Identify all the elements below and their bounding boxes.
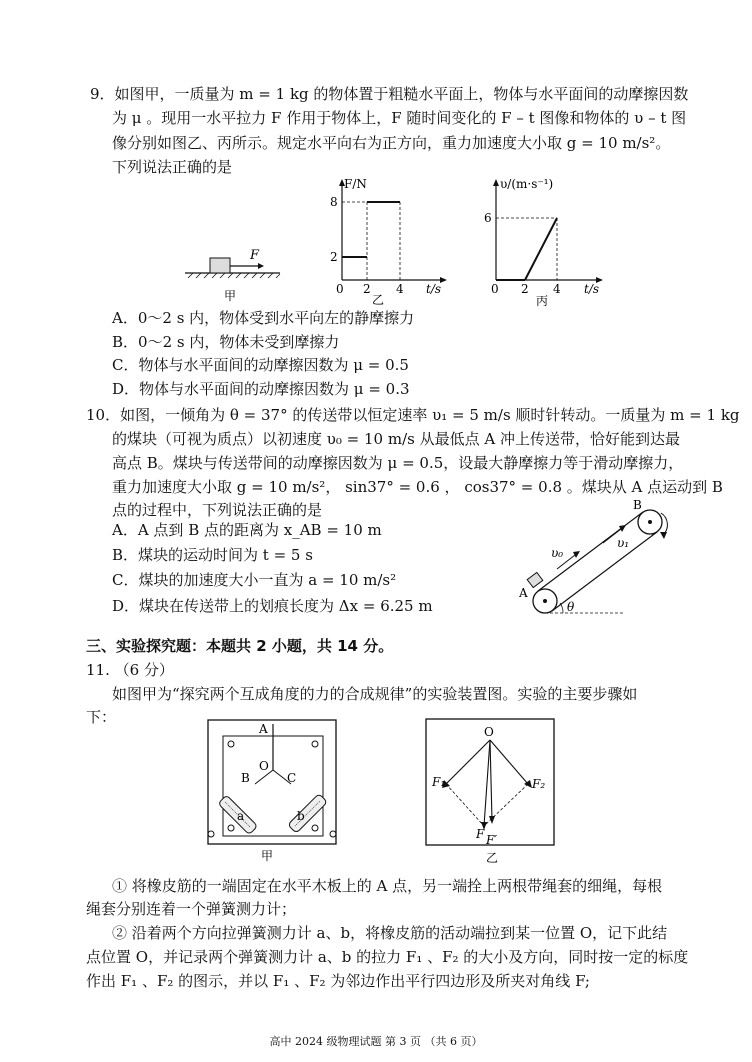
v0-label: υ₀ <box>551 546 564 560</box>
x-tick-4: 4 <box>396 282 404 296</box>
x-tick-2: 2 <box>521 282 529 296</box>
q11-step-2c: 作出 F₁ 、F₂ 的图示，并以 F₁ 、F₂ 为邻边作出平行四边形及所夹对角线 F; <box>86 972 590 990</box>
q9-line-1: 9．如图甲，一质量为 m = 1 kg 的物体置于粗糙水平面上，物体与水平面间的动摩擦因数 <box>90 85 689 103</box>
theta-label: θ <box>567 600 575 614</box>
q10-option-d: D．煤块在传送带上的划痕长度为 Δx = 6.25 m <box>112 597 433 615</box>
y-tick-8: 8 <box>330 195 338 209</box>
y-axis-label: F/N <box>344 177 367 191</box>
x-tick-2: 2 <box>363 282 371 296</box>
q10-conveyor-figure <box>505 495 680 620</box>
section-title: 三、实验探究题：本题共 2 小题，共 14 分。 <box>86 637 394 655</box>
q9-option-a: A．0～2 s 内，物体受到水平向左的静摩擦力 <box>112 309 415 327</box>
force-fprime-arrow <box>490 740 492 820</box>
string-c-label: C <box>287 771 297 785</box>
q11-head: 11. （6 分） <box>86 661 174 679</box>
fig-caption-bing: 丙 <box>536 294 549 307</box>
q11-step-1b: 绳套分别连着一个弹簧测力计； <box>86 900 297 918</box>
q10-line-1: 10．如图，一倾角为 θ = 37° 的传送带以恒定速率 υ₁ = 5 m/s 顺时针转动。一质量为 m = 1 kg <box>86 406 740 424</box>
q11-step-1a: ① 将橡皮筋的一端固定在水平木板上的 A 点，另一端拴上两根带绳套的细绳，每根 <box>112 877 663 895</box>
page-footer: 高中 2024 级物理试题 第 3 页 （共 6 页） <box>269 1035 483 1048</box>
q10-option-b: B．煤块的运动时间为 t = 5 s <box>112 546 313 564</box>
point-o-label: O <box>259 759 269 773</box>
q9-figure-bing <box>480 172 615 307</box>
segment-accel <box>525 218 557 280</box>
q10-option-a: A．A 点到 B 点的距离为 x_AB = 10 m <box>112 521 382 539</box>
y-tick-6: 6 <box>484 211 492 225</box>
force-f2-arrow <box>490 740 528 784</box>
q10-line-4: 重力加速度大小取 g = 10 m/s²， sin37° = 0.6 ， cos37° = 0.8 。煤块从 A 点运动到 B <box>112 478 723 496</box>
y-axis-label: υ/(m·s⁻¹) <box>500 177 554 191</box>
q9-figure-yi <box>322 176 452 306</box>
q9-figure-jia <box>180 240 290 305</box>
q11-step-2a: ② 沿着两个方向拉弹簧测力计 a、b，将橡皮筋的活动端拉到某一位置 O，记下此结 <box>112 924 668 942</box>
string-b-label: B <box>241 771 250 785</box>
q10-line-2: 的煤块（可视为质点）以初速度 υ₀ = 10 m/s 从最低点 A 冲上传送带，恰好能到达最 <box>112 430 680 448</box>
q9-line-4: 下列说法正确的是 <box>112 158 233 176</box>
v1-label: υ₁ <box>617 536 630 550</box>
q9-option-c: C．物体与水平面间的动摩擦因数为 μ = 0.5 <box>112 356 409 374</box>
scale-b-label: b <box>297 809 305 823</box>
q11-step-2b: 点位置 O，并记录两个弹簧测力计 a、b 的拉力 F₁ 、F₂ 的大小及方向，同时按一定的标度 <box>86 948 689 966</box>
scale-a-label: a <box>237 809 245 823</box>
f2-label: F₂ <box>532 777 546 791</box>
fig-caption-jia: 甲 <box>261 849 274 863</box>
x-tick-0: 0 <box>336 282 344 296</box>
point-o-label: O <box>484 725 494 739</box>
spring-scale-b <box>288 794 328 834</box>
q11-figure-jia <box>205 718 340 863</box>
q10-line-5: 点的过程中，下列说法正确的是 <box>112 501 323 519</box>
point-a-label: A <box>519 586 528 600</box>
fig-caption-yi: 乙 <box>372 293 385 306</box>
force-label: F <box>250 248 260 263</box>
x-axis-label: t/s <box>584 282 600 296</box>
force-f1-arrow <box>446 740 490 784</box>
q9-line-3: 像分别如图乙、丙所示。规定水平向右为正方向，重力加速度大小取 g = 10 m/s²。 <box>112 134 671 152</box>
q10-line-3: 高点 B。煤块与传送带间的动摩擦因数为 μ = 0.5，设最大静摩擦力等于滑动摩擦力， <box>112 454 684 472</box>
q11-intro-2: 下： <box>86 708 117 726</box>
fprime-label: F′ <box>486 833 498 847</box>
q11-intro-1: 如图甲为“探究两个互成角度的力的合成规律”的实验装置图。实验的主要步骤如 <box>112 685 638 703</box>
q11-figure-yi <box>424 716 559 866</box>
f-label: F <box>476 827 485 841</box>
q9-option-d: D．物体与水平面间的动摩擦因数为 μ = 0.3 <box>112 380 410 398</box>
x-tick-0: 0 <box>491 282 499 296</box>
q9-line-2: 为 μ 。现用一水平拉力 F 作用于物体上，F 随时间变化的 F – t 图像和物体的 υ – t 图 <box>112 109 687 127</box>
f1-label: F₁ <box>432 775 446 789</box>
q9-option-b: B．0～2 s 内，物体未受到摩擦力 <box>112 333 340 351</box>
force-f-arrow <box>484 740 490 826</box>
x-axis-label: t/s <box>426 282 442 296</box>
point-b-label: B <box>633 498 642 512</box>
x-tick-4: 4 <box>553 282 561 296</box>
coal-block <box>527 572 543 587</box>
block <box>210 258 230 273</box>
point-a-label: A <box>259 722 268 736</box>
fig-caption-jia: 甲 <box>224 289 237 303</box>
fig-caption-yi: 乙 <box>486 851 499 865</box>
q10-option-c: C．煤块的加速度大小一直为 a = 10 m/s² <box>112 571 397 589</box>
y-tick-2: 2 <box>330 250 338 264</box>
ground-hatch <box>188 273 280 278</box>
